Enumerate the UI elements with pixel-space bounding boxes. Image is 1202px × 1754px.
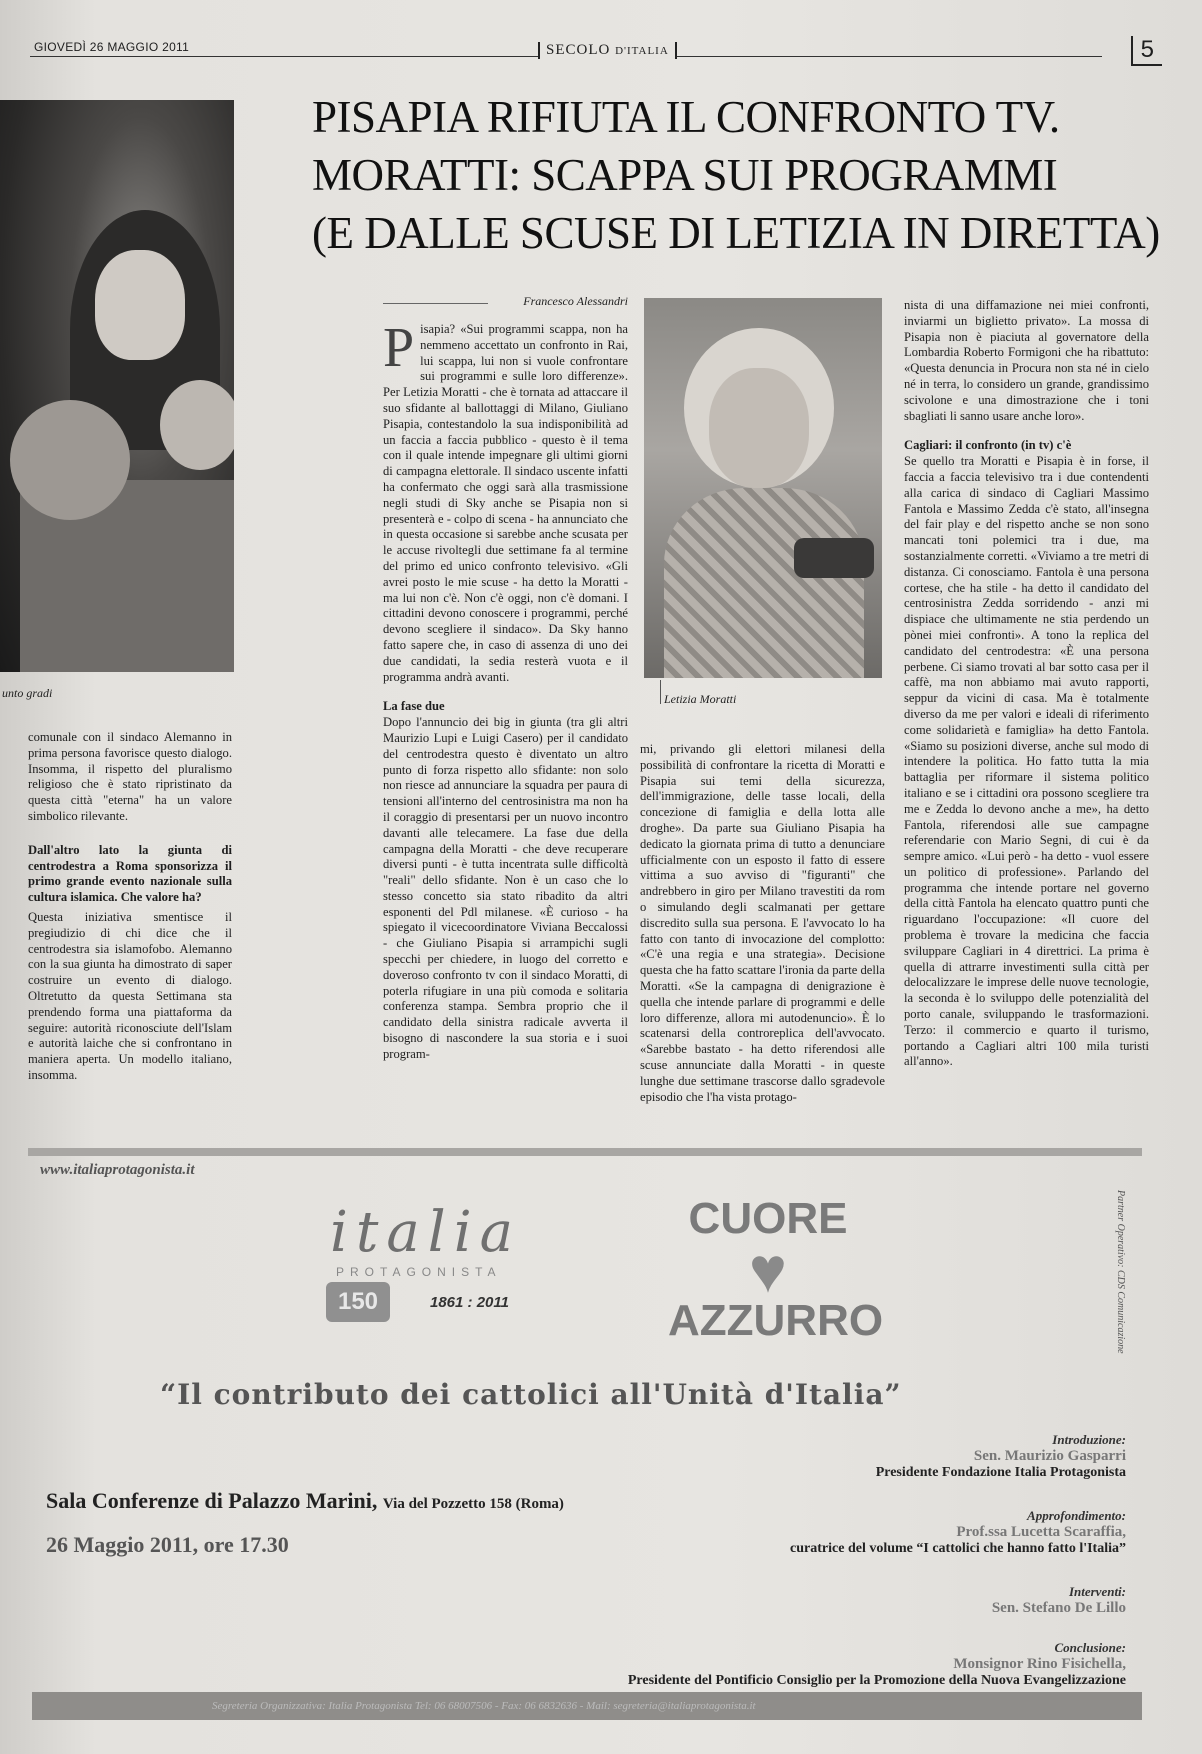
program-speaker-title: Presidente del Pontificio Consiglio per la Promozione della Nuova Evangelizzazione	[627, 1673, 1126, 1688]
left-photo-caption: unto gradi	[2, 686, 53, 700]
headline-line-1: PISAPIA RIFIUTA IL CONFRONTO TV.	[312, 92, 1060, 142]
program-approfondimento	[790, 1508, 1126, 1557]
page-number: 5	[1131, 36, 1162, 66]
venue-name: Sala Conferenze di Palazzo Marini,	[46, 1488, 378, 1513]
caption-rule	[660, 680, 661, 704]
article-column-1	[383, 317, 628, 1063]
logo-years: 1861 : 2011	[430, 1294, 509, 1311]
event-date: 26 Maggio 2011, ore 17.30	[46, 1532, 289, 1557]
logo-azzurro-word: AZZURRO	[668, 1296, 884, 1345]
article-body-3a: nista di una diffamazione nei miei confronti, inviarmi un biglietto privato». La mossa di Pisapia non è piaciuta al governatore della Lombardia Roberto Formigoni che ha ribattuto: «Questa denuncia in Procura non sta né in cielo né in terra, lo considero un grande, grandissimo scivolone e una dimostrazione che i toni sbagliati li sanno usare anche loro».	[904, 298, 1149, 423]
interview-column	[28, 730, 232, 1084]
venue-address: Via del Pozzetto 158 (Roma)	[382, 1496, 564, 1512]
masthead-name: SECOLO	[546, 42, 611, 58]
program-conclusione	[628, 1640, 1126, 1689]
article-column-3	[904, 298, 1149, 1070]
masthead	[538, 42, 677, 59]
photo-moratti-face	[709, 368, 809, 488]
masthead-suffix: D'ITALIA	[615, 45, 669, 57]
subhead-fase-due: La fase due	[383, 699, 445, 714]
interview-text: comunale con il sindaco Alemanno in prima persona favorisce questo dialogo. Insomma, il rispetto del pluralismo religioso che è stato ripristinato da questa città "eterna" ha un valore simbolico rilevante.	[28, 730, 232, 823]
heart-icon: ♥	[749, 1234, 787, 1306]
issue-date: GIOVEDÌ 26 MAGGIO 2011	[34, 40, 190, 54]
subhead-cagliari: Cagliari: il confronto (in tv) c'è	[904, 438, 1072, 453]
event-title: “Il contributo dei cattolici all'Unità d'Italia”	[160, 1378, 902, 1411]
italia-protagonista-logo	[330, 1200, 560, 1340]
byline-rule	[383, 303, 488, 304]
photo-moratti-jacket	[664, 488, 864, 678]
logo-italia-subtitle: PROTAGONISTA	[336, 1265, 502, 1279]
ad-footer-contacts: Segreteria Organizzativa: Italia Protagonista Tel: 06 68007506 - Fax: 06 6832636 - Mail: segreteria@italiaprotagonista.it	[32, 1692, 1142, 1720]
program-speaker: Sen. Stefano De Lillo	[991, 1600, 1126, 1616]
article-body-1b: Dopo l'annuncio dei big in giunta (tra gli altri Maurizio Lupi e Luigi Casero) per il candidato del centrodestra questo è diventato un altro punto di forza rispetto allo sfidante: non solo non riesce ad annunciare la squadra per paura di tensioni all'interno del centrosinistra ma non ha il coraggio di presentarsi per un nuovo incontro davanti alle telecamere. La fase due della campagna della Moratti - che deve recuperare diversi punti - è tutta incentrata sulle difficoltà "reali" dello sfidante. Non è un caso che lo stesso concetto sia stato ribadito da altri esponenti del Pdl milanese. «È curioso - ha spiegato il vicecoordinatore Viviana Beccalossi - che Giuliano Pisapia si arrampichi sugli specchi per chiedere, in luogo del corretto e doveroso confronto tv con il sindaco Moratti, di poterla rifugiare in una più comoda e solitaria conferenza stampa. Sembra proprio che il candidato della sinistra radicale avverta il bisogno di nascondere la sua storia e i suoi program-	[383, 715, 628, 1061]
moratti-photo	[644, 298, 882, 678]
photo-microphone	[794, 538, 874, 578]
byline-author: Francesco Alessandri	[523, 294, 628, 308]
moratti-photo-caption: Letizia Moratti	[664, 692, 737, 706]
drop-cap: P	[383, 317, 415, 379]
photo-figure-second	[160, 380, 234, 470]
article-column-2	[640, 742, 885, 1105]
logo-cuore-word: CUORE	[688, 1194, 848, 1243]
article-body-1a: isapia? «Sui programmi scappa, non ha nemmeno accettato un confronto in Rai, lui scappa, lui non si vuole confrontare sui programmi e sulle loro differenze». Per Letizia Moratti - che è tornata ad attaccare il suo sfidante al ballottaggi di Milano, Giuliano Pisapia, contestandolo la sua indisponibilità ad un faccia a faccia pubblico - questo è il tema con il quale intende impegnare gli ultimi giorni di campagna elettorale. Il sindaco uscente infatti ha confermato che oggi sarà alla trasmissione negli studi di Sky anche se Pisapia non si presenterà e - colpo di scena - ha annunciato che in questa occasione si sarebbe anche scusata per le accuse rivoltegli due settimane fa al termine del primo ed unico confronto televisivo. «Gli avrei posto le mie scuse - ha detto la Moratti - ma lui non c'è. Non c'è oggi, non c'è domani. I cittadini devono conoscere i programmi, perché devono scegliere il sindaco». Da Sky hanno fatto sapere che, in caso di assenza di uno dei due candidati, la sedia resterà vuota e il programma andrà avanti.	[383, 322, 628, 684]
ad-partner-note: Partner Operativo: CDS Comunicazione	[1115, 1190, 1126, 1354]
program-role: Interventi:	[1068, 1584, 1126, 1599]
photo-figure-face	[95, 250, 185, 360]
interview-question: Dall'altro lato la giunta di centrodestra a Roma sponsorizza il primo grande evento nazionale sulla cultura islamica. Che valore ha?	[28, 842, 232, 905]
article-body-2: mi, privando gli elettori milanesi della possibilità di confrontare la ricetta di Moratti e Pisapia sui temi della sicurezza, dell'immigrazione, delle tasse locali, della concezione di famiglia e della lotta alle droghe». Da parte sua Giuliano Pisapia ha dedicato la giornata prima di tutto a denunciare ufficialmente con un esposto il fatto di essere vittima a suo avviso di "figuranti" che andrebbero in giro per Milano travestiti da rom o simulando degli scalmanati per gettare discredito sulla sua persona. E l'avvocato lo ha fatto con tanto di invocazione del complotto: «C'è una regia e una strategia». Decisione questa che ha fatto scattare l'ironia da parte della Moratti. «Se la campagna di denigrazione è quella che intende parlare di programmi e delle loro differenze, allora mi autodenuncio». È lo scatenarsi della controreplica dell'avvocato. «Sarebbe bastato - ha detto riferendosi alle scuse annunciate dalla Moratti - in queste lunghe due settimane trascorse dallo sgradevole episodio che l'ha vista protago-	[640, 742, 885, 1104]
running-head	[30, 36, 1162, 76]
ad-top-rule	[28, 1148, 1142, 1156]
headline-line-3: (E DALLE SCUSE DI LETIZIA IN DIRETTA)	[312, 208, 1160, 258]
article-headline	[312, 88, 1172, 262]
program-role: Conclusione:	[1054, 1640, 1126, 1655]
event-venue	[46, 1488, 564, 1514]
program-interventi	[992, 1584, 1126, 1617]
program-role: Introduzione:	[1052, 1432, 1126, 1447]
program-role: Approfondimento:	[1027, 1508, 1126, 1523]
program-speaker-title: curatrice del volume “I cattolici che hanno fatto l'Italia”	[790, 1541, 1126, 1556]
left-photo	[0, 100, 234, 672]
program-speaker-title: Presidente Fondazione Italia Protagonista	[875, 1465, 1126, 1480]
program-speaker: Monsignor Rino Fisichella,	[953, 1656, 1126, 1672]
interview-answer: Questa iniziativa smentisce il pregiudizio di chi dice che il centrodestra sia islamofobo. Alemanno con la sua giunta ha dimostrato di saper costruire un evento di dialogo. Oltretutto da questa Settimana sta prendendo forma una piattaforma da seguire: autorità riconosciute dell'Islam e autorità laiche che si confrontano in maniera aperta. Un modello italiano, insomma.	[28, 909, 232, 1082]
byline	[383, 294, 628, 314]
program-introduction	[876, 1432, 1126, 1481]
ad-website[interactable]: www.italiaprotagonista.it	[40, 1162, 195, 1178]
logo-italia-word: italia	[330, 1200, 522, 1265]
cuore-azzurro-logo	[668, 1194, 884, 1345]
program-speaker: Prof.ssa Lucetta Scaraffia,	[956, 1524, 1126, 1540]
program-speaker: Sen. Maurizio Gasparri	[973, 1448, 1126, 1464]
headline-line-2: MORATTI: SCAPPA SUI PROGRAMMI	[312, 150, 1058, 200]
logo-150-badge: 150	[326, 1282, 390, 1322]
photo-figure-hand	[10, 400, 130, 520]
article-body-3b: Se quello tra Moratti e Pisapia è in forse, il faccia a faccia televisivo tra i due contendenti alla carica di sindaco di Cagliari Massimo Fantola e Massimo Zedda c'è stato, all'insegna del fair play e del rispetto anche se non sono mancati toni polemici tra i due, ma sostanzialmente corretti. «Viviamo a tre metri di distanza. Ci conosciamo. Fantola è una persona cortese, che ha stile - ha detto il candidato del centrosinistra Zedda sorridendo - anzi mi dispiace che ultimamente ne stia perdendo un pònei miei confronti». A tono la replica del candidato del centrodestra: «È una persona perbene. Ci siamo trovati al bar sotto casa per il caffè, ma non abbiamo mai avuto rapporti, seppur da vicini di casa. Ma è totalmente diverso da me per valori e ideali di riferimento come solidarietà e famiglia» ha detto Fantola. «Siamo su posizioni diverse, anche sul modo di intendere la politica. Ho fatto tutta la mia battaglia per riformare il sistema politico italiano e se i cittadini ora possono scegliere tra me e Zedda lo devono anche a me», ha detto Fantola, riferendosi alle sue campagne referendarie con Mario Segni, di cui è da sempre amico. «Lui però - ha detto - vuol essere un politico di professione». Parlando del programma che intende portare nel governo della città Fantola ha elencato quattro punti che riguardano l'occupazione: «Il cuore del problema è trovare la medicina che faccia sviluppare Cagliari in 4 direttrici. La prima è quella di attrarre investimenti sulla città per delocalizzare le imprese delle nuove tecnologie, la seconda è lo sviluppo delle potenzialità del porto canale, sviluppando le trasformazioni. Terzo: il commercio e quarto il turismo, portando a Cagliari altri 100 mila turisti all'anno».	[904, 454, 1149, 1069]
